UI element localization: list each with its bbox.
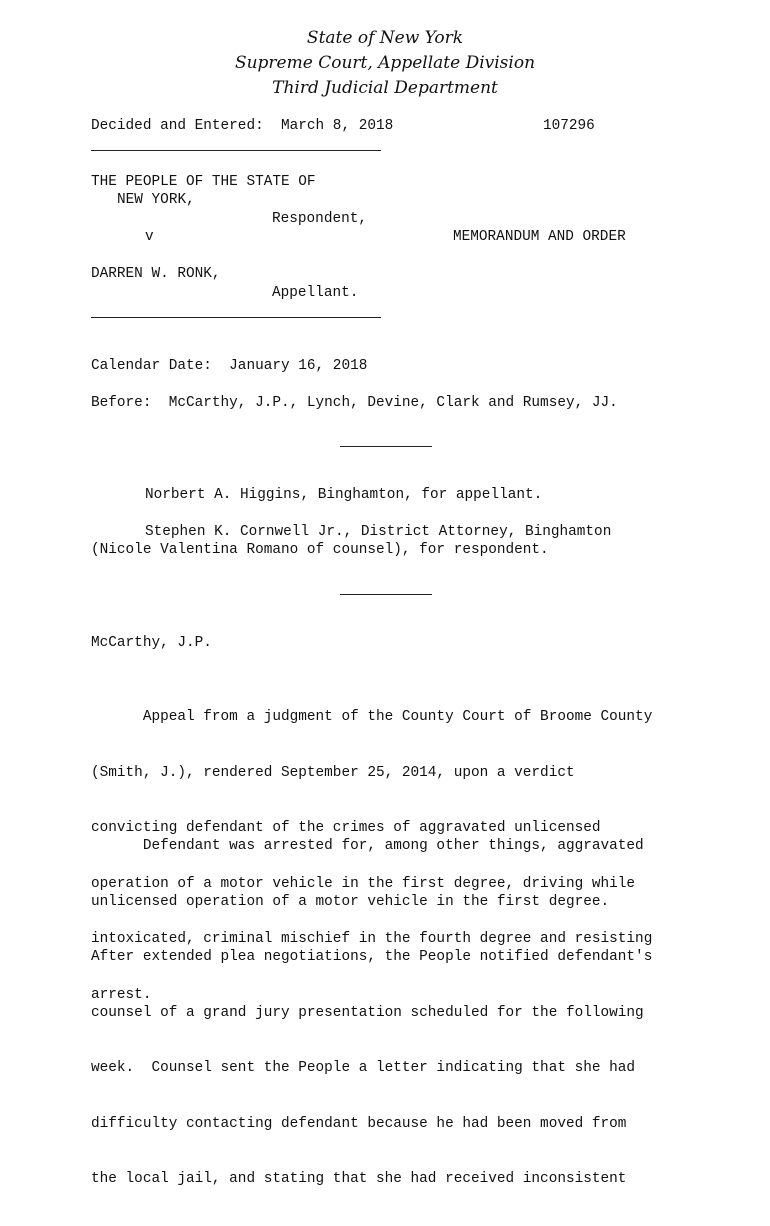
court-division-line: Supreme Court, Appellate Division: [234, 53, 536, 73]
paragraph-line: Appeal from a judgment of the County Court of Broome County: [91, 709, 653, 725]
appellant-counsel: Norbert A. Higgins, Binghamton, for appellant.: [145, 487, 543, 503]
respondent-counsel-line-1: Stephen K. Cornwell Jr., District Attorney, Binghamton: [145, 524, 612, 540]
paragraph-line: difficulty contacting defendant because he had been moved from: [91, 1115, 627, 1132]
paragraph-line: week. Counsel sent the People a letter indicating that she had: [91, 1060, 636, 1076]
respondent-counsel-line-2: (Nicole Valentina Romano of counsel), for respondent.: [91, 542, 549, 558]
court-department-line: Third Judicial Department: [272, 78, 498, 98]
section-divider-1: [340, 446, 432, 447]
order-type: MEMORANDUM AND ORDER: [453, 229, 626, 245]
opinion-author: McCarthy, J.P.: [91, 635, 212, 651]
paragraph-line: arrest.: [91, 986, 152, 1003]
docket-number: 107296: [543, 118, 595, 134]
before-line: Before: McCarthy, J.P., Lynch, Devine, Clark and Rumsey, JJ.: [91, 395, 618, 411]
paragraph-line: the local jail, and stating that she had received inconsistent: [91, 1171, 627, 1187]
opinion-paragraph-2: [91, 800, 691, 1226]
paragraph-line: convicting defendant of the crimes of aggravated unlicensed: [91, 820, 601, 836]
paragraph-line: operation of a motor vehicle in the first degree, driving while: [91, 875, 636, 892]
respondent-role: Respondent,: [272, 211, 367, 227]
appellant-role: Appellant.: [272, 285, 359, 301]
caption-top-rule: [91, 150, 381, 151]
decided-entered-line: Decided and Entered: March 8, 2018: [91, 118, 394, 134]
caption-bottom-rule: [91, 317, 381, 318]
versus: v: [145, 229, 154, 245]
calendar-date-line: Calendar Date: January 16, 2018: [91, 358, 368, 374]
respondent-party-line-2: NEW YORK,: [117, 192, 195, 208]
paragraph-line: intoxicated, criminal mischief in the fourth degree and resisting: [91, 931, 653, 947]
appellant-party: DARREN W. RONK,: [91, 266, 221, 282]
paragraph-line: After extended plea negotiations, the People notified defendant's: [91, 949, 653, 965]
court-state-line: State of New York: [306, 28, 464, 48]
respondent-party-line-1: THE PEOPLE OF THE STATE OF: [91, 174, 316, 190]
section-divider-2: [340, 594, 432, 595]
paragraph-line: unlicensed operation of a motor vehicle in the first degree.: [91, 893, 610, 910]
paragraph-line: Defendant was arrested for, among other things, aggravated: [91, 838, 644, 854]
paragraph-line: counsel of a grand jury presentation scheduled for the following: [91, 1004, 644, 1021]
paragraph-line: (Smith, J.), rendered September 25, 2014, upon a verdict: [91, 764, 575, 781]
